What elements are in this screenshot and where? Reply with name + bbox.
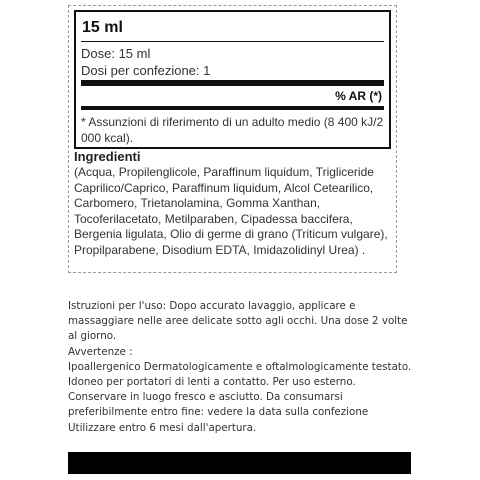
warnings-title: Avvertenze : xyxy=(68,345,133,358)
instructions-section xyxy=(68,299,413,436)
ingredients-title: Ingredienti xyxy=(74,149,141,164)
serving-size-title: 15 ml xyxy=(82,19,123,36)
usage-instructions: Istruzioni per l'uso: Dopo accurato lavaggio, applicare e massaggiare nelle aree delicate sotto agli occhi. Una dose 2 volte al giorno. xyxy=(68,300,408,343)
ingredients-list: (Acqua, Propilenglicole, Paraffinum liquidum, Trigliceride Caprilico/Caprico, Paraffinum liquidum, Alcol Cetearilico, Carbomero, Trietanolamina, Gomma Xanthan, Tocoferilacetato, Metilparaben, Cipadessa baccifera, Bergenia ligulata, Olio di germe di grano (Triticum vulgare), Propilparabene, Disodium EDTA, Imidazolidinyl Urea) . xyxy=(74,165,388,257)
ingredients-section xyxy=(74,149,394,258)
divider xyxy=(81,41,384,42)
product-label-panel xyxy=(68,5,397,273)
warnings-text: Ipoallergenico Dermatologicamente e oftalmologicamente testato. Idoneo per portatori di lenti a contatto. Per uso esterno. Conservare in luogo fresco e asciutto. Da consumarsi preferibilmente entro fine: vedere la data sulla confezione Utilizzare entro 6 mesi dall'apertura. xyxy=(68,360,412,434)
black-footer-bar xyxy=(68,452,411,474)
reference-intake-header: % AR (*) xyxy=(335,89,382,103)
dose-label: Dose: 15 ml xyxy=(81,46,151,61)
reference-intake-footnote: * Assunzioni di riferimento di un adulto medio (8 400 kJ/2 000 kcal). xyxy=(81,115,384,145)
doses-per-pack-label: Dosi per confezione: 1 xyxy=(81,63,211,78)
nutrition-facts-box xyxy=(74,10,391,149)
